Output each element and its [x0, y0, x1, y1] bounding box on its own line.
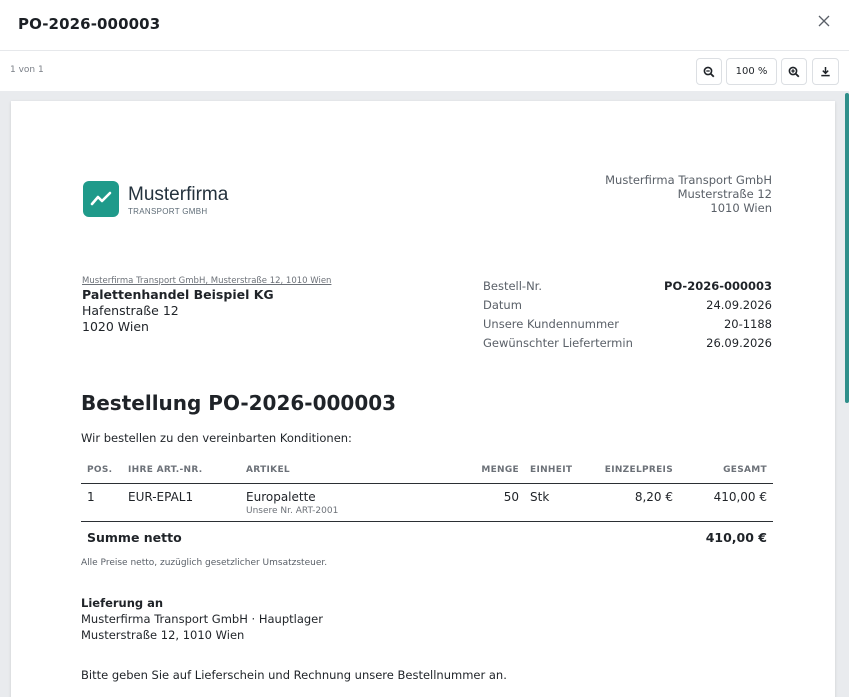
article-sub: Unsere Nr. ART-2001 — [246, 505, 339, 516]
article-name: Europalette — [246, 489, 316, 504]
document-intro: Wir bestellen zu den vereinbarten Konditionen: — [81, 431, 352, 445]
zoom-out-button[interactable] — [696, 58, 722, 85]
sum-label: Summe netto — [87, 529, 182, 545]
recipient-name: Palettenhandel Beispiel KG — [82, 287, 274, 302]
zoom-in-icon — [788, 66, 800, 78]
zoom-out-icon — [703, 66, 715, 78]
recipient-street: Hafenstraße 12 — [82, 303, 179, 318]
meta-label: Unsere Kundennummer — [483, 316, 619, 331]
download-icon — [820, 66, 831, 77]
document-page — [11, 101, 835, 697]
cell-pos: 1 — [81, 483, 128, 521]
company-logo — [83, 181, 119, 217]
scrollbar-thumb[interactable] — [845, 93, 849, 403]
meta-label: Bestell-Nr. — [483, 278, 543, 293]
chart-trend-icon — [90, 191, 112, 207]
modal-title: PO-2026-000003 — [18, 15, 161, 33]
meta-row — [483, 276, 772, 295]
cell-art-nr: EUR-EPAL1 — [128, 483, 246, 521]
sender-company: Musterfirma Transport GmbH — [605, 173, 772, 187]
delivery-line-1: Musterfirma Transport GmbH · Hauptlager — [81, 612, 323, 626]
column-header: EINZELPREIS — [595, 457, 673, 483]
meta-label: Datum — [483, 297, 522, 312]
download-button[interactable] — [812, 58, 839, 85]
table-header-row — [81, 457, 773, 483]
modal-header — [0, 0, 849, 51]
recipient-city: 1020 Wien — [82, 319, 149, 334]
meta-value: 20-1188 — [723, 316, 772, 331]
zoom-in-button[interactable] — [781, 58, 807, 85]
sum-value: 410,00 € — [705, 529, 767, 545]
column-header: GESAMT — [673, 457, 773, 483]
price-note: Alle Preise netto, zuzüglich gesetzlicher Umsatzsteuer. — [81, 558, 328, 568]
cell-artikel — [246, 483, 476, 521]
sender-street: Musterstraße 12 — [677, 187, 772, 201]
table-row — [81, 483, 773, 521]
brand-name: Musterfirma — [128, 184, 229, 205]
sender-address — [605, 173, 772, 215]
cell-menge: 50 — [476, 483, 519, 521]
order-meta — [483, 276, 772, 352]
column-header: EINHEIT — [519, 457, 595, 483]
zoom-level-button[interactable]: 100 % — [726, 58, 777, 85]
meta-label: Gewünschter Liefertermin — [483, 335, 633, 350]
meta-row — [483, 333, 772, 352]
order-items-table — [81, 457, 773, 551]
column-header: IHRE ART.-NR. — [128, 457, 246, 483]
column-header: ARTIKEL — [246, 457, 476, 483]
page-indicator: 1 von 1 — [10, 65, 44, 75]
sum-row — [81, 521, 773, 551]
brand-subtitle: TRANSPORT GMBH — [128, 207, 208, 216]
close-icon — [818, 15, 830, 27]
delivery-line-2: Musterstraße 12, 1010 Wien — [81, 628, 245, 642]
meta-row — [483, 295, 772, 314]
cell-einzelpreis: 8,20 € — [595, 483, 673, 521]
recipient-address — [82, 287, 274, 335]
closing-text: Bitte geben Sie auf Lieferschein und Rechnung unsere Bestellnummer an. — [81, 668, 507, 682]
document-title: Bestellung PO-2026-000003 — [81, 391, 397, 415]
delivery-address — [81, 595, 323, 643]
column-header: MENGE — [476, 457, 519, 483]
delivery-label: Lieferung an — [81, 596, 164, 610]
sender-city: 1010 Wien — [710, 201, 772, 215]
sender-return-line: Musterfirma Transport GmbH, Musterstraße 12, 1010 Wien — [82, 276, 332, 286]
column-header: POS. — [81, 457, 128, 483]
close-button[interactable] — [813, 10, 835, 32]
cell-einheit: Stk — [519, 483, 595, 521]
meta-row — [483, 314, 772, 333]
cell-gesamt: 410,00 € — [673, 483, 773, 521]
meta-value: 24.09.2026 — [706, 297, 772, 312]
viewer-toolbar — [0, 51, 849, 91]
meta-value: PO-2026-000003 — [664, 278, 772, 293]
document-viewer[interactable] — [0, 91, 849, 697]
meta-value: 26.09.2026 — [706, 335, 772, 350]
